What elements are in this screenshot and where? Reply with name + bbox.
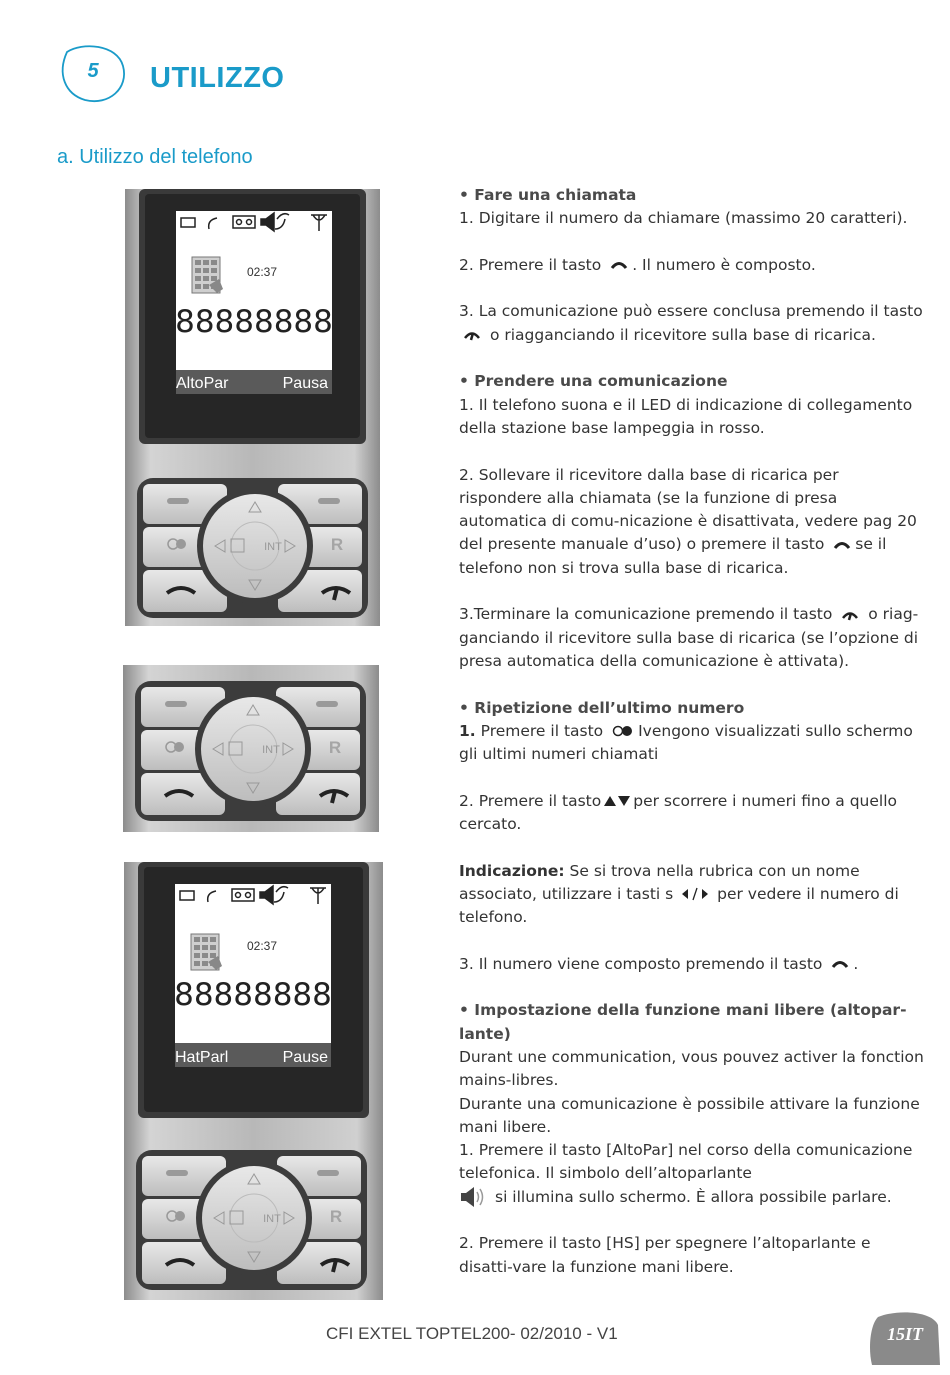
chapter-title: UTILIZZO xyxy=(150,62,285,94)
softkey-left-label: AltoPar xyxy=(176,375,229,392)
receive-heading: • Prendere una comunicazione xyxy=(459,372,728,391)
hands-free-step-2: 2. Premere il tasto [HS] per spegnere l’altoparlante e disatti-vare la funzione mani libere. xyxy=(459,1234,871,1276)
dialed-number: 88888888 xyxy=(175,304,333,340)
redial-step-3a: 3. Il numero viene composto premendo il tasto xyxy=(459,954,823,973)
left-right-arrows-icon xyxy=(680,887,710,901)
call-step-2a: 2. Premere il tasto xyxy=(459,255,602,274)
r-key-label: R xyxy=(330,535,344,554)
note-label: Indicazione: xyxy=(459,861,565,880)
call-step-1: 1. Digitare il numero da chiamare (massimo 20 caratteri). xyxy=(459,209,908,228)
r-key-label: R xyxy=(328,738,342,757)
note-text-a: Se si trova nella rubrica con un nome associato, utilizzare i tasti s xyxy=(459,861,860,903)
redial-step-3b: . xyxy=(853,954,859,973)
redial-step-2a: 2. Premere il tasto xyxy=(459,791,602,810)
phone-image-1 xyxy=(125,189,380,626)
redial-step-1-number: 1. xyxy=(459,721,476,740)
instructions-column xyxy=(459,184,924,1302)
up-down-arrows-icon xyxy=(603,795,631,807)
hang-up-key-icon xyxy=(463,329,481,341)
speaker-icon xyxy=(459,1186,485,1208)
call-time: 02:37 xyxy=(247,265,278,279)
call-step-3b: o riagganciando il ricevitore sulla base di ricarica. xyxy=(489,325,876,344)
call-step-2b: . Il numero è composto. xyxy=(632,255,816,274)
redial-key-icon xyxy=(612,725,634,737)
hands-free-step-1b: si illumina sullo schermo. È allora possibile parlare. xyxy=(495,1187,892,1206)
receive-step-3b: o riag-ganciando il ricevitore sulla base di ricarica (se l’opzione di presa automatica della comunicazione è attivata). xyxy=(459,605,919,670)
hang-up-key-icon xyxy=(841,609,859,621)
redial-step-1a: Premere il tasto xyxy=(480,721,604,740)
page-number: 15IT xyxy=(887,1324,923,1344)
footer-text: CFI EXTEL TOPTEL200- 02/2010 - V1 xyxy=(326,1324,618,1343)
chapter-number: 5 xyxy=(87,60,99,82)
hands-free-italian: Durante una comunicazione è possibile attivare la funzione mani libere. xyxy=(459,1094,920,1136)
hands-free-french: Durant une communication, vous pouvez activer la fonction mains-libres. xyxy=(459,1047,924,1090)
receive-step-2a: 2. Sollevare il ricevitore dalla base di ricarica per rispondere alla chiamata (se la funzione di presa automatica di comu-nicazione è disattivata, vedere pag 20 del presente manuale d’uso) o premere il tasto xyxy=(459,465,917,554)
call-key-icon xyxy=(831,959,849,969)
phone-image-3 xyxy=(124,862,383,1300)
call-step-3a: 3. La comunicazione può essere conclusa premendo il tasto xyxy=(459,302,923,321)
dialed-number: 88888888 xyxy=(174,977,332,1013)
phone-image-2 xyxy=(123,665,379,832)
phone-keypad xyxy=(137,478,368,618)
keypad-icon xyxy=(191,934,222,970)
receive-step-2b: se il telefono non si trova sulla base di ricarica. xyxy=(459,535,887,577)
softkey-right-label: Pausa xyxy=(282,375,328,392)
note-text-b: per vedere il numero di telefono. xyxy=(459,884,899,927)
redial-step-1b: Ivengono visualizzati sullo schermo gli ultimi numeri chiamati xyxy=(459,721,913,764)
hands-free-step-1a: 1. Premere il tasto [AltoPar] nel corso della comunicazione telefonica. Il simbolo dell’altoparlante xyxy=(459,1141,913,1183)
keypad-icon xyxy=(192,257,223,293)
call-heading: • Fare una chiamata xyxy=(459,186,637,204)
section-title: a. Utilizzo del telefono xyxy=(57,146,253,168)
receive-step-1: 1. Il telefono suona e il LED di indicazione di collegamento della stazione base lampeggia in rosso. xyxy=(459,395,913,437)
r-key-label: R xyxy=(329,1207,343,1226)
call-time: 02:37 xyxy=(247,939,278,953)
softkey-left-label: HatParl xyxy=(175,1049,229,1066)
hands-free-heading: • Impostazione della funzione mani libere (altopar-lante) xyxy=(459,1001,907,1043)
softkey-right-label: Pause xyxy=(282,1049,328,1066)
redial-step-2b: per scorrere i numeri fino a quello cercato. xyxy=(459,791,898,834)
call-key-icon xyxy=(833,540,851,550)
receive-step-3a: 3.Terminare la comunicazione premendo il tasto xyxy=(459,605,833,624)
int-key-label: INT xyxy=(263,1213,281,1225)
int-key-label: INT xyxy=(262,744,280,756)
redial-heading: • Ripetizione dell’ultimo numero xyxy=(459,698,745,717)
call-key-icon xyxy=(610,260,628,270)
int-key-label: INT xyxy=(264,541,282,553)
